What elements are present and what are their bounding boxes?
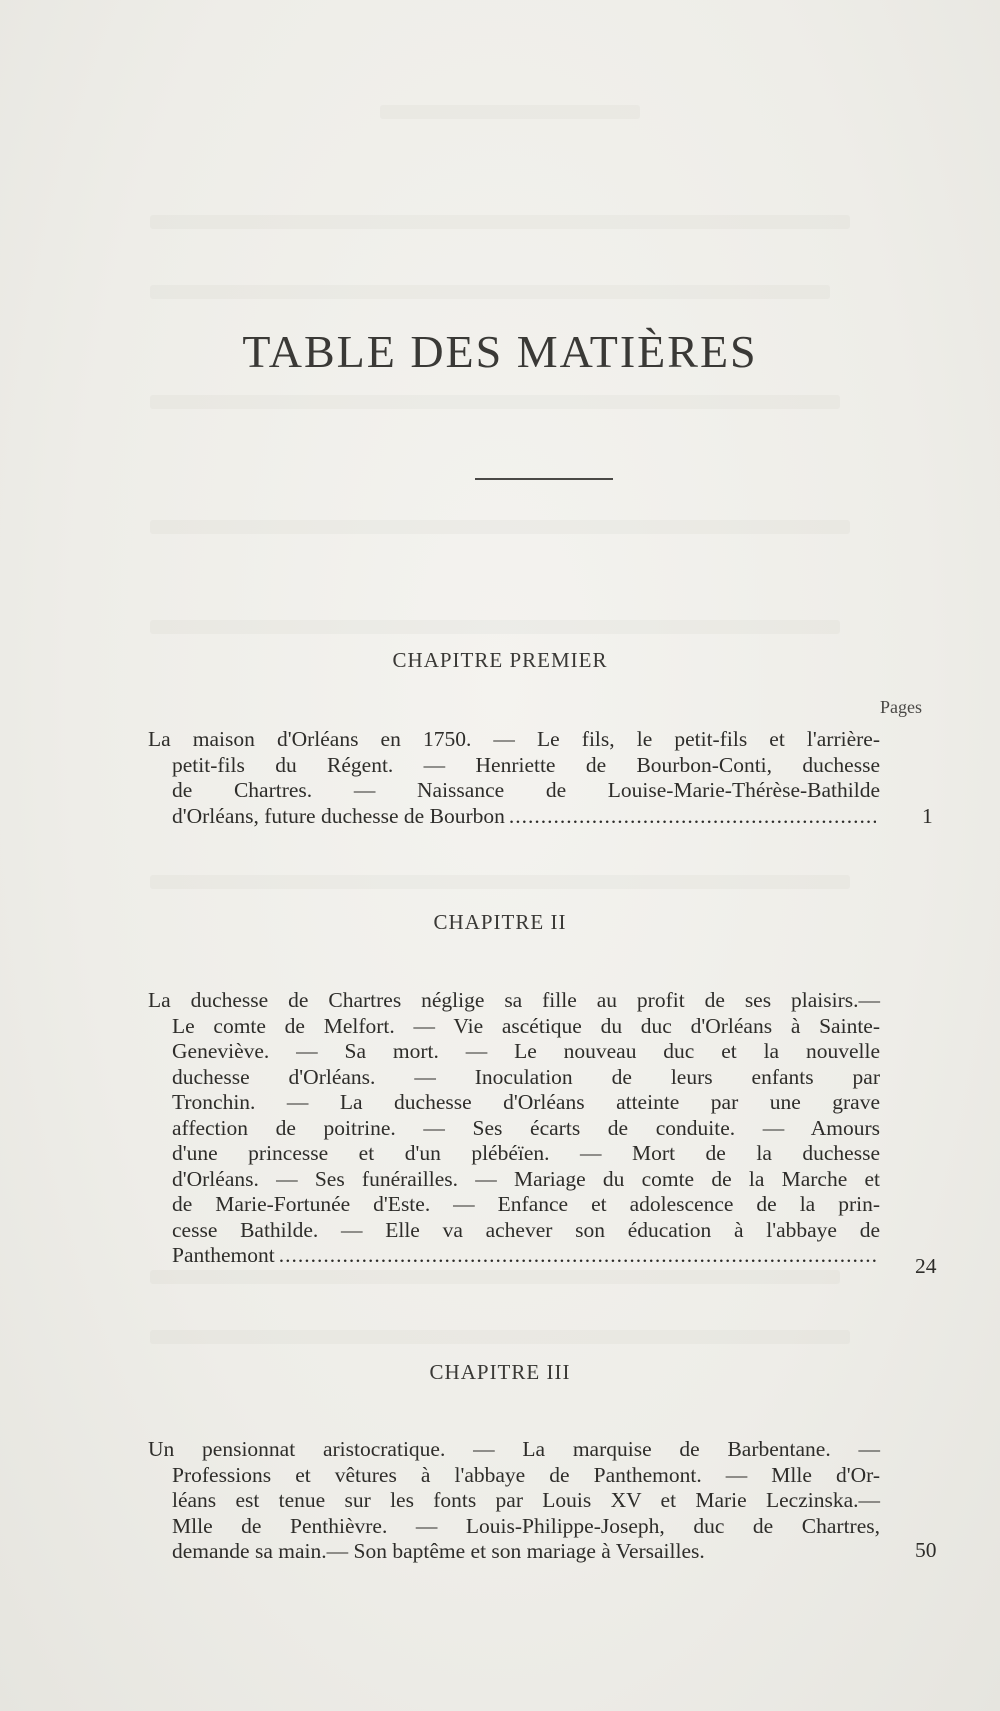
summary-line: La duchesse de Chartres néglige sa fille au profit de ses plaisirs.—	[148, 988, 880, 1012]
summary-line: affection de poitrine. — Ses écarts de conduite. — Amours	[172, 1115, 880, 1140]
summary-line: de Chartres. — Naissance de Louise-Marie-Thérèse-Bathilde	[172, 778, 880, 802]
summary-line: Mlle de Penthièvre. — Louis-Philippe-Joseph, duc de Chartres,	[172, 1513, 880, 1538]
chapter-1-heading: CHAPITRE PREMIER	[392, 648, 608, 672]
bleed-through-line	[150, 1330, 850, 1344]
bleed-through-line	[150, 520, 850, 534]
summary-line: de Marie-Fortunée d'Este. — Enfance et adolescence de la prin-	[172, 1192, 880, 1216]
chapter-3-summary	[148, 1437, 880, 1565]
summary-line: Panthemont	[172, 1243, 275, 1267]
pages-column-label: Pages	[880, 697, 922, 717]
summary-line: Geneviève. — Sa mort. — Le nouveau duc et la nouvelle	[172, 1039, 880, 1063]
summary-line: demande sa main.— Son baptême et son mariage à Versailles.	[172, 1539, 705, 1563]
summary-line: Tronchin. — La duchesse d'Orléans atteinte par une grave	[172, 1090, 880, 1114]
summary-line: duchesse d'Orléans. — Inoculation de leurs enfants par	[172, 1064, 880, 1089]
summary-line: cesse Bathilde. — Elle va achever son éducation à l'abbaye de	[172, 1217, 880, 1242]
summary-line: d'une princesse et d'un plébéïen. — Mort de la duchesse	[172, 1141, 880, 1165]
bleed-through-line	[150, 1270, 840, 1284]
chapter-1-summary	[148, 727, 880, 829]
title-divider	[475, 478, 613, 480]
summary-line: Un pensionnat aristocratique. — La marquise de Barbentane. —	[148, 1437, 880, 1461]
chapter-2-page-number: 24	[915, 1254, 937, 1278]
chapter-2-summary	[148, 988, 880, 1269]
summary-line: d'Orléans. — Ses funérailles. — Mariage du comte de la Marche et	[172, 1166, 880, 1191]
bleed-through-line	[150, 875, 850, 889]
bleed-through-line	[150, 215, 850, 229]
summary-line: petit-fils du Régent. — Henriette de Bourbon-Conti, duchesse	[172, 752, 880, 777]
summary-line: La maison d'Orléans en 1750. — Le fils, le petit-fils et l'arrière-	[148, 727, 880, 751]
bleed-through-line	[150, 395, 840, 409]
chapter-3-page-number: 50	[915, 1538, 937, 1562]
chapter-2-heading: CHAPITRE II	[433, 910, 567, 934]
summary-last-line	[172, 804, 880, 830]
page-title: TABLE DES MATIÈRES	[242, 326, 758, 377]
bleed-through-line	[150, 285, 830, 299]
summary-line: Professions et vêtures à l'abbaye de Panthemont. — Mlle d'Or-	[172, 1462, 880, 1487]
dot-leader	[509, 804, 876, 830]
summary-last-line	[172, 1243, 880, 1269]
summary-line: Le comte de Melfort. — Vie ascétique du duc d'Orléans à Sainte-	[172, 1013, 880, 1038]
bleed-through-line	[380, 105, 640, 119]
chapter-1-page-number: 1	[922, 804, 933, 828]
chapter-3-heading: CHAPITRE III	[429, 1360, 571, 1384]
summary-line: léans est tenue sur les fonts par Louis XV et Marie Leczinska.—	[172, 1488, 880, 1512]
bleed-through-line	[150, 620, 840, 634]
summary-line: d'Orléans, future duchesse de Bourbon	[172, 803, 505, 828]
dot-leader	[279, 1243, 876, 1269]
